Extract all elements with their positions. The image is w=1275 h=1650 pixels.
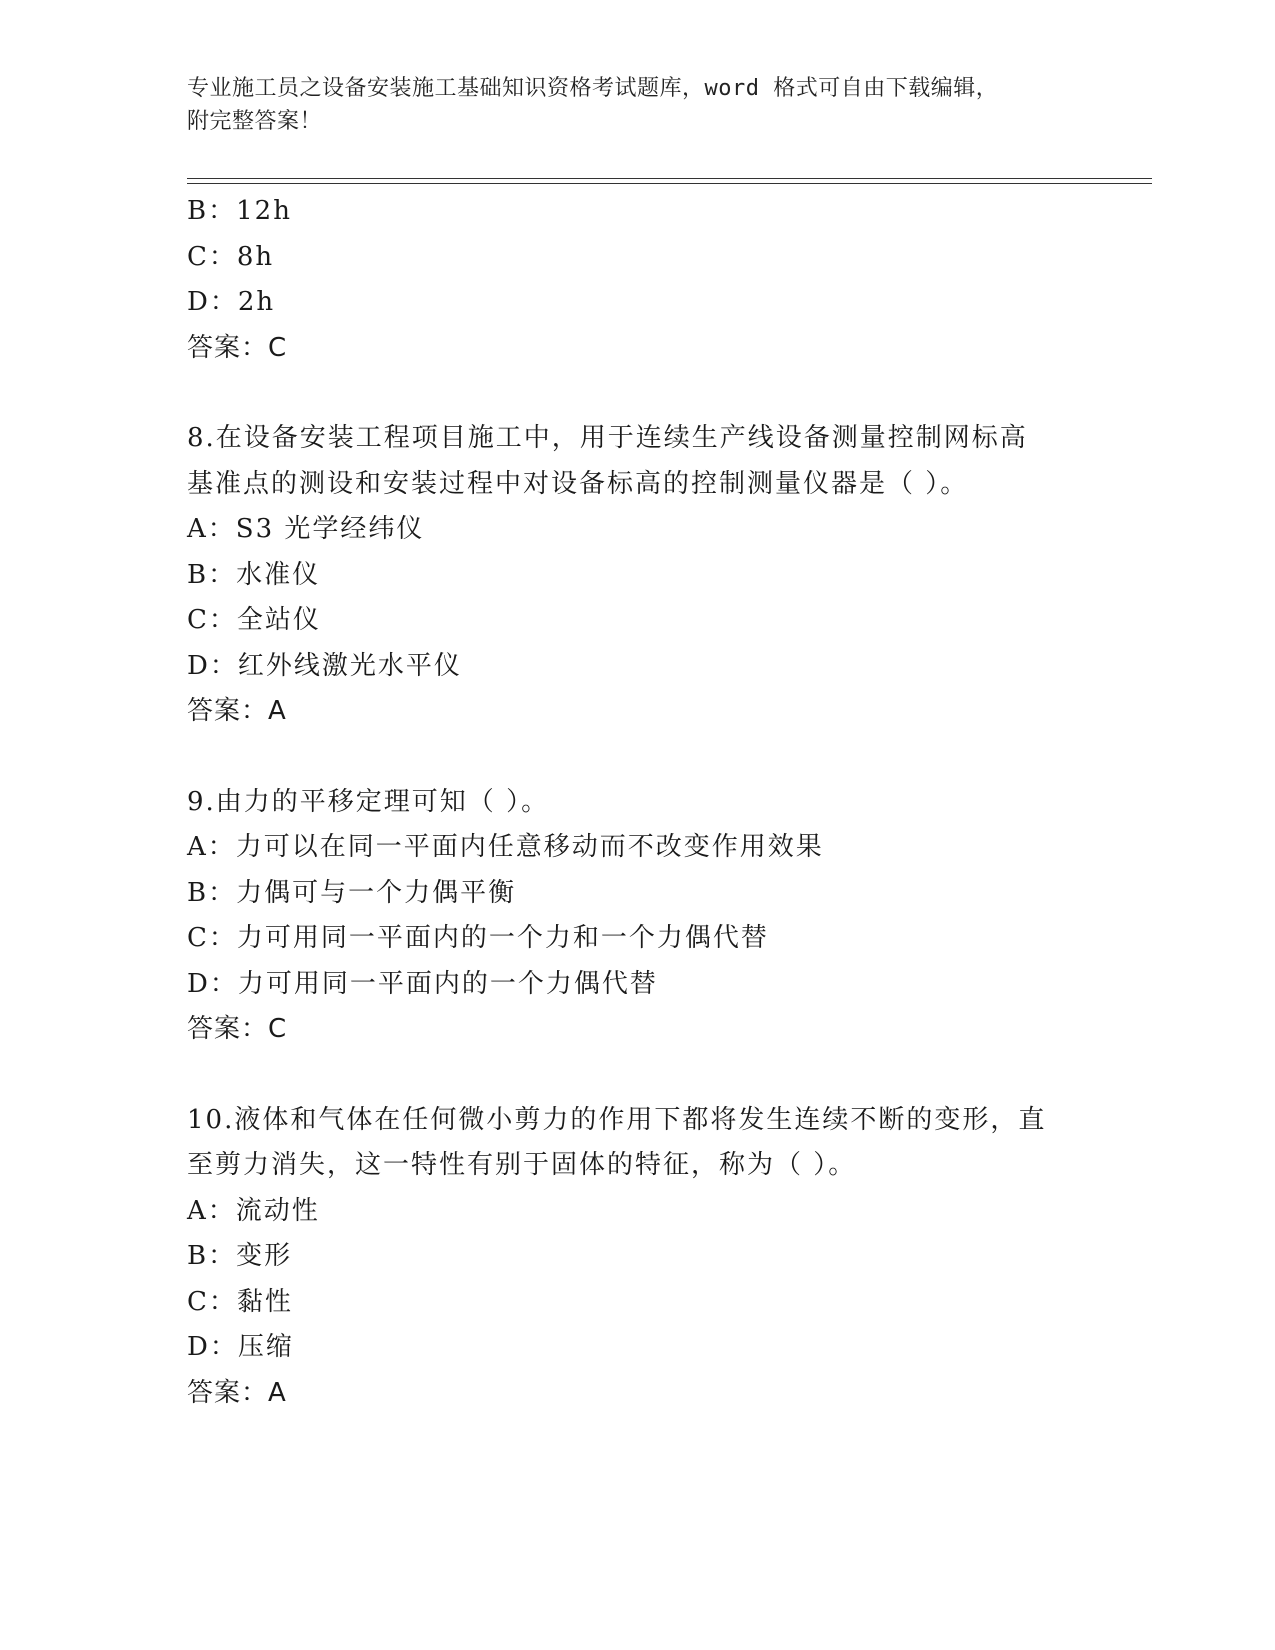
header-divider-thin [187, 183, 1152, 184]
document-body [187, 189, 1152, 1416]
option-b: B：变形 [187, 1241, 293, 1271]
header-divider-thick [187, 178, 1152, 179]
option-d: D：红外线激光水平仪 [187, 650, 462, 681]
option-b: B：12h [187, 196, 292, 226]
answer-line: 答案：C [187, 1014, 288, 1044]
option-d: D：2h [187, 287, 276, 317]
option-a: A：流动性 [187, 1195, 320, 1226]
question-stem-line-2: 基准点的测设和安装过程中对设备标高的控制测量仪器是（ ）。 [187, 468, 969, 499]
answer-line: 答案：A [187, 696, 287, 726]
question-stem-line-1: 8.在设备安装工程项目施工中，用于连续生产线设备测量控制网标高 [187, 423, 1028, 453]
question-8 [187, 416, 1152, 735]
spacer [187, 735, 1152, 780]
spacer [187, 1053, 1152, 1098]
question-stem-line-1: 10.液体和气体在任何微小剪力的作用下都将发生连续不断的变形，直 [187, 1104, 1047, 1135]
option-b: B：水准仪 [187, 559, 321, 590]
option-c: C：力可用同一平面内的一个力和一个力偶代替 [187, 923, 769, 953]
spacer [187, 371, 1152, 416]
question-stem-line-2: 至剪力消失，这一特性有别于固体的特征，称为（ ）。 [187, 1150, 857, 1180]
question-10 [187, 1098, 1152, 1417]
question-7-continuation [187, 189, 1152, 371]
option-c: C：全站仪 [187, 605, 321, 635]
question-stem-line-1: 9.由力的平移定理可知（ ）。 [187, 786, 550, 817]
option-d: D：压缩 [187, 1332, 294, 1362]
option-c: C：8h [187, 241, 275, 272]
question-9 [187, 780, 1152, 1053]
answer-line: 答案：C [187, 332, 288, 363]
option-a: A：力可以在同一平面内任意移动而不改变作用效果 [187, 832, 824, 862]
option-d: D：力可用同一平面内的一个力偶代替 [187, 968, 658, 999]
option-a: A：S3 光学经纬仪 [187, 514, 425, 544]
answer-line: 答案：A [187, 1377, 287, 1408]
header-line-1: 专业施工员之设备安装施工基础知识资格考试题库，word 格式可自由下载编辑， [187, 76, 999, 101]
option-b: B：力偶可与一个力偶平衡 [187, 877, 517, 908]
header-line-2: 附完整答案！ [187, 109, 323, 134]
option-c: C：黏性 [187, 1286, 293, 1317]
document-header [187, 72, 1067, 138]
